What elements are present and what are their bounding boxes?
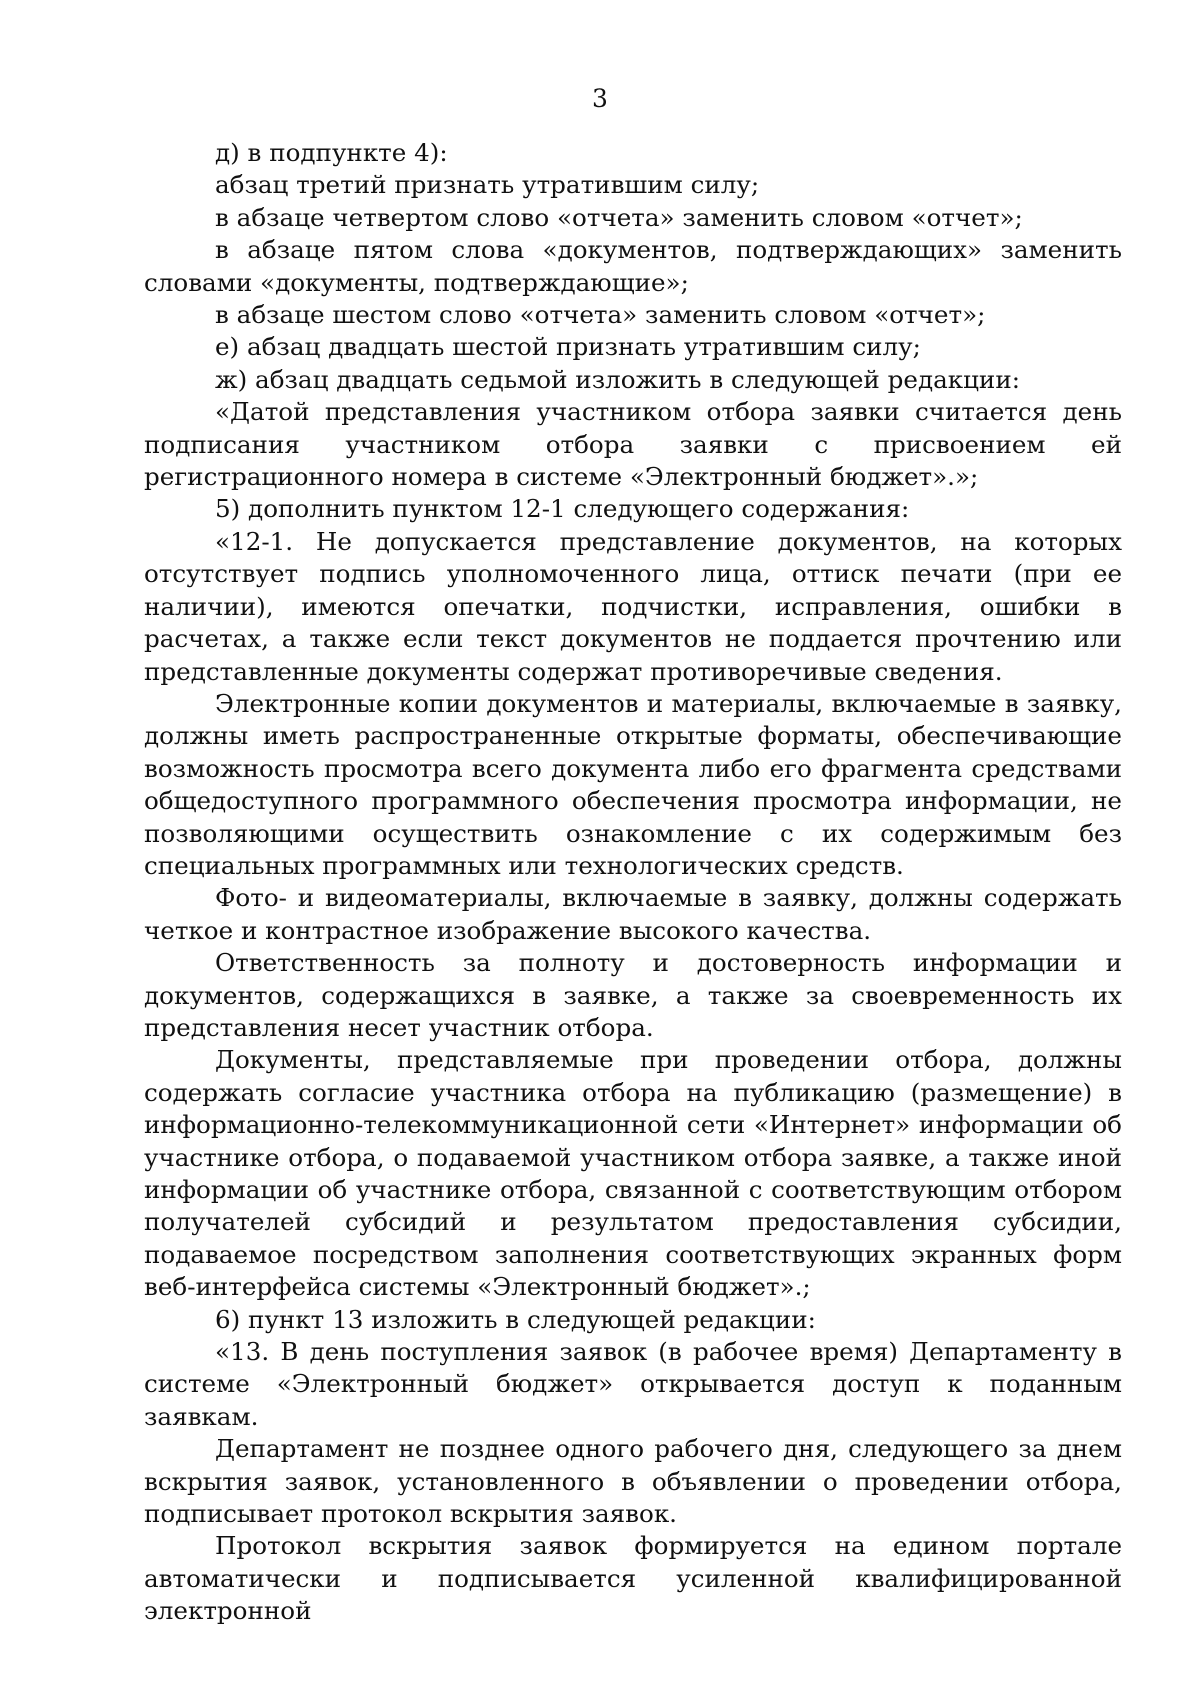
document-body — [144, 137, 1122, 1628]
paragraph-department-protocol: Департамент не позднее одного рабочего дня, следующего за днем вскрытия заявок, установленного в объявлении о проведении отбора, подписывает протокол вскрытия заявок. — [144, 1434, 1122, 1529]
paragraph-fifth-abzac: в абзаце пятом слова «документов, подтверждающих» заменить словами «документы, подтверждающие»; — [144, 235, 1122, 297]
paragraph-subitem-d: д) в подпункте 4): — [215, 138, 448, 167]
paragraph-submission-date: «Датой представления участником отбора заявки считается день подписания участником отбора заявки с присвоением ей регистрационного номера в системе «Электронный бюджет».»; — [144, 397, 1122, 492]
paragraph-third-abzac: абзац третий признать утратившим силу; — [215, 170, 760, 200]
paragraph-item-6: 6) пункт 13 изложить в следующей редакции: — [215, 1304, 816, 1334]
paragraph-clause-13: «13. В день поступления заявок (в рабочее время) Департаменту в системе «Электронный бюджет» открывается доступ к поданным заявкам. — [144, 1337, 1122, 1431]
paragraph-subitem-e: е) абзац двадцать шестой признать утратившим силу; — [215, 332, 921, 362]
paragraph-electronic-copies: Электронные копии документов и материалы, включаемые в заявку, должны иметь распространенные открытые форматы, обеспечивающие возможность просмотра всего документа либо его фрагмента средствами общедоступного программного обеспечения просмотра информации, не позволяющими осуществить ознакомление с их содержимым без специальных программных или технологических средств. — [144, 688, 1122, 880]
paragraph-consent: Документы, представляемые при проведении отбора, должны содержать согласие участника отбора на публикацию (размещение) в информационно-телекоммуникационной сети «Интернет» информации об участнике отбора, о подаваемой участником отбора заявке, а также иной информации об участнике отбора, связанной с соответствующим отбором получателей субсидий и результатом предоставления субсидии, подаваемое посредством заполнения соответствующих экранных форм веб-интерфейса системы «Электронный бюджет».; — [144, 1045, 1122, 1302]
paragraph-item-5: 5) дополнить пунктом 12-1 следующего содержания: — [215, 494, 910, 524]
paragraph-clause-12-1: «12-1. Не допускается представление документов, на которых отсутствует подпись уполномоченного лица, оттиск печати (при ее наличии), имеются опечатки, подчистки, исправления, ошибки в расчетах, а также если текст документов не поддается прочтению или представленные документы содержат противоречивые сведения. — [144, 526, 1122, 686]
paragraph-protocol-formation: Протокол вскрытия заявок формируется на едином портале автоматически и подписывается усиленной квалифицированной электронной — [144, 1531, 1122, 1626]
paragraph-subitem-zh: ж) абзац двадцать седьмой изложить в следующей редакции: — [215, 364, 1021, 394]
paragraph-responsibility: Ответственность за полноту и достоверность информации и документов, содержащихся в заявке, а также за своевременность их представления несет участник отбора. — [144, 948, 1122, 1042]
paragraph-fourth-abzac: в абзаце четвертом слово «отчета» заменить словом «отчет»; — [215, 202, 1023, 232]
paragraph-photo-video: Фото- и видеоматериалы, включаемые в заявку, должны содержать четкое и контрастное изображение высокого качества. — [144, 883, 1122, 945]
paragraph-sixth-abzac: в абзаце шестом слово «отчета» заменить словом «отчет»; — [215, 300, 986, 330]
page-number: 3 — [592, 84, 608, 113]
